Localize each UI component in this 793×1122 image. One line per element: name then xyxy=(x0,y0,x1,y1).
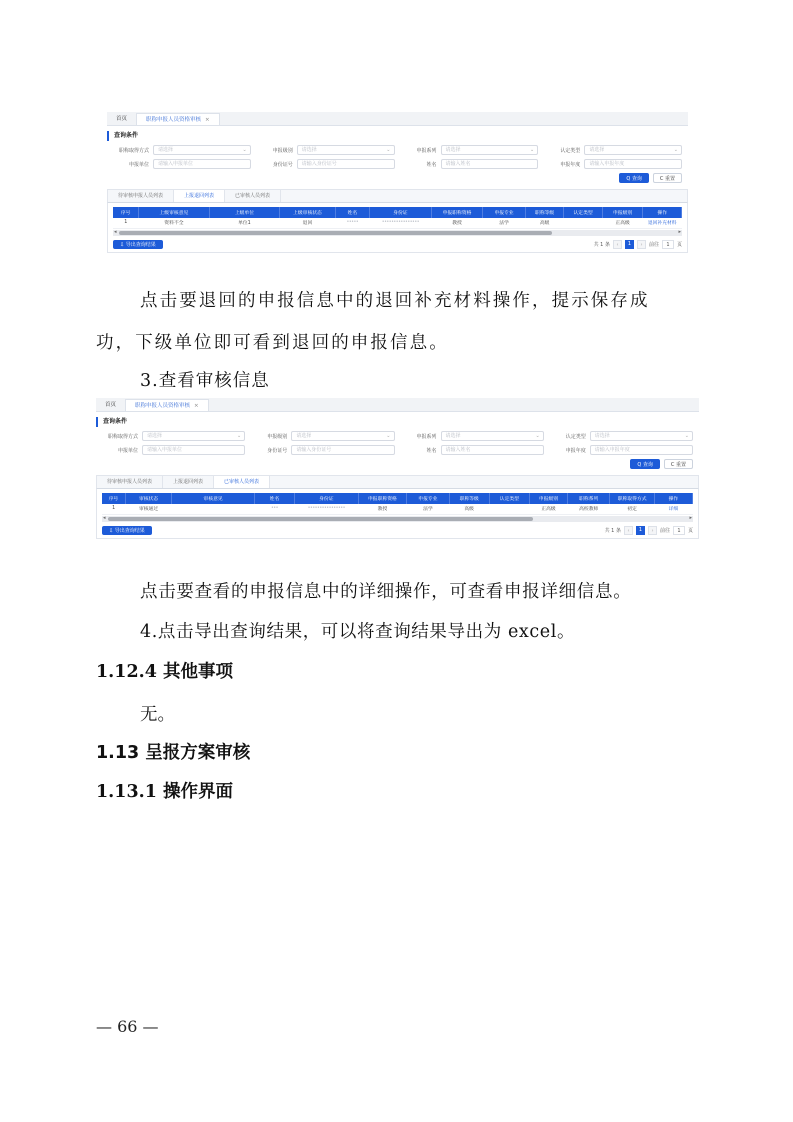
filter-field xyxy=(538,145,682,155)
row-action-link[interactable]: 详细 xyxy=(654,504,692,514)
page-unit: 页 xyxy=(676,241,682,248)
column-header: 序号 xyxy=(102,493,125,504)
filter-label: 申报系列 xyxy=(416,147,437,154)
screenshot-audited-list xyxy=(96,398,699,564)
list-tab[interactable]: 待审核申报人员列表 xyxy=(97,476,163,488)
table-cell: 法学 xyxy=(483,218,526,228)
filter-field xyxy=(107,145,251,155)
placeholder-text: 请选择 xyxy=(296,433,312,439)
column-header: 审核状态 xyxy=(125,493,172,504)
chevron-down-icon[interactable]: ⌄ xyxy=(386,433,391,439)
query-form xyxy=(107,145,688,169)
filter-input[interactable] xyxy=(584,159,682,169)
table-cell: •••••••••••••••• xyxy=(369,218,431,228)
table-cell xyxy=(172,504,255,514)
filter-select[interactable] xyxy=(441,145,539,155)
filter-field xyxy=(245,445,394,455)
filter-label: 申报单位 xyxy=(117,447,138,454)
filter-label: 申报级别 xyxy=(267,433,288,440)
filter-field xyxy=(245,431,394,441)
placeholder-text: 请选择 xyxy=(301,147,317,153)
filter-field xyxy=(395,145,539,155)
scroll-left-icon[interactable]: ◂ xyxy=(114,228,117,235)
filter-label: 职称取得方式 xyxy=(118,147,149,154)
filter-field xyxy=(96,431,245,441)
filter-label: 申报年度 xyxy=(565,447,586,454)
placeholder-text: 请输入申报年度 xyxy=(594,447,630,453)
prev-page-icon[interactable]: ‹ xyxy=(624,526,633,535)
column-header: 身份证 xyxy=(295,493,358,504)
chevron-down-icon[interactable]: ⌄ xyxy=(242,147,247,153)
filter-label: 申报系列 xyxy=(416,433,437,440)
column-header: 上级单位 xyxy=(209,207,280,218)
table-header-row xyxy=(102,493,693,504)
filter-label: 申报单位 xyxy=(128,161,149,168)
column-header: 姓名 xyxy=(335,207,369,218)
export-button[interactable]: ⇩ 导出查询结果 xyxy=(102,526,152,535)
placeholder-text: 请输入姓名 xyxy=(445,161,471,167)
column-header: 姓名 xyxy=(254,493,294,504)
filter-input[interactable] xyxy=(291,445,394,455)
filter-label: 申报年度 xyxy=(560,161,581,168)
filter-field xyxy=(251,145,395,155)
placeholder-text: 请选择 xyxy=(147,433,163,439)
filter-select[interactable] xyxy=(142,431,245,441)
list-tab[interactable]: 上报退回列表 xyxy=(174,190,225,202)
horizontal-scrollbar[interactable] xyxy=(102,516,693,522)
filter-label: 认定类型 xyxy=(560,147,581,154)
filter-label: 身份证号 xyxy=(267,447,288,454)
filter-select[interactable] xyxy=(153,145,251,155)
placeholder-text: 请选择 xyxy=(589,147,605,153)
prev-page-icon[interactable]: ‹ xyxy=(613,240,622,249)
column-header: 认定类型 xyxy=(489,493,529,504)
placeholder-text: 请输入身份证号 xyxy=(296,447,332,453)
filter-field xyxy=(395,445,544,455)
query-button[interactable]: Q 查询 xyxy=(619,173,649,183)
column-header: 申报级别 xyxy=(602,207,643,218)
query-actions xyxy=(96,459,699,469)
filter-label: 职称取得方式 xyxy=(107,433,138,440)
table-cell: 资料不全 xyxy=(139,218,210,228)
filter-field xyxy=(395,159,539,169)
close-icon[interactable]: × xyxy=(194,403,199,409)
heading-other-matters: 1.12.4 其他事项 xyxy=(96,662,233,682)
goto-label: 前往 xyxy=(648,241,659,248)
filter-field xyxy=(544,431,693,441)
page-unit: 页 xyxy=(687,527,693,534)
filter-select[interactable] xyxy=(584,145,682,155)
filter-select[interactable] xyxy=(291,431,394,441)
table-cell: 1 xyxy=(102,504,125,514)
table-cell: 正高级 xyxy=(602,218,643,228)
list-tabs xyxy=(107,189,688,203)
filter-input[interactable] xyxy=(153,159,251,169)
paragraph-return-step-cont: 功，下级单位即可看到退回的申报信息。 xyxy=(96,333,449,353)
chevron-down-icon[interactable]: ⌄ xyxy=(684,433,689,439)
goto-page-input[interactable]: 1 xyxy=(662,240,674,249)
filter-input[interactable] xyxy=(297,159,395,169)
pagination xyxy=(605,526,693,535)
placeholder-text: 请选择 xyxy=(445,147,461,153)
query-form xyxy=(96,431,699,455)
export-button-label: 导出查询结果 xyxy=(125,241,156,248)
placeholder-text: 请输入姓名 xyxy=(445,447,471,453)
reset-button[interactable]: C 重置 xyxy=(664,459,693,469)
column-header: 职称等级 xyxy=(449,493,489,504)
query-actions xyxy=(107,173,688,183)
close-icon[interactable]: × xyxy=(205,117,210,123)
scroll-left-icon[interactable]: ◂ xyxy=(103,514,106,521)
tab-home[interactable]: 首页 xyxy=(105,402,117,408)
filter-input[interactable] xyxy=(441,445,544,455)
placeholder-text: 请选择 xyxy=(594,433,610,439)
column-header: 申报专业 xyxy=(483,207,526,218)
table-row xyxy=(102,504,693,514)
column-header: 身份证 xyxy=(369,207,431,218)
column-header: 上级审核意见 xyxy=(139,207,210,218)
placeholder-text: 请输入身份证号 xyxy=(301,161,337,167)
table-cell: 高级 xyxy=(449,504,489,514)
filter-field xyxy=(96,445,245,455)
chevron-down-icon[interactable]: ⌄ xyxy=(530,147,535,153)
list-tab[interactable]: 待审核申报人员列表 xyxy=(108,190,174,202)
table-cell: 1 xyxy=(113,218,139,228)
column-header: 职称取得方式 xyxy=(610,493,654,504)
filter-field xyxy=(251,159,395,169)
tab-current[interactable] xyxy=(136,113,220,125)
placeholder-text: 请输入申报年度 xyxy=(589,161,625,167)
table-footer xyxy=(113,240,682,249)
filter-label: 姓名 xyxy=(426,447,437,454)
column-header: 申报专业 xyxy=(407,493,449,504)
result-table xyxy=(113,207,682,229)
result-table-area xyxy=(107,203,688,253)
section-title: 查询条件 xyxy=(107,131,688,141)
export-button[interactable]: ⇩ 导出查询结果 xyxy=(113,240,163,249)
column-header: 操作 xyxy=(643,207,682,218)
list-tab[interactable]: 上报退回列表 xyxy=(163,476,214,488)
table-cell: 法学 xyxy=(407,504,449,514)
scroll-thumb[interactable] xyxy=(119,231,552,235)
table-cell: 初定 xyxy=(610,504,654,514)
table-cell: 单位1 xyxy=(209,218,280,228)
screenshot-returned-list xyxy=(107,112,688,274)
export-button-label: 导出查询结果 xyxy=(114,527,145,534)
table-cell: 审核通过 xyxy=(125,504,172,514)
placeholder-text: 请输入申报单位 xyxy=(158,161,194,167)
filter-input[interactable] xyxy=(441,159,539,169)
result-table xyxy=(102,493,693,515)
column-header: 上级审核状态 xyxy=(280,207,336,218)
chevron-down-icon[interactable]: ⌄ xyxy=(535,433,540,439)
table-cell: 高校教师 xyxy=(568,504,610,514)
goto-page-input[interactable]: 1 xyxy=(673,526,685,535)
chevron-down-icon[interactable]: ⌄ xyxy=(386,147,391,153)
filter-field xyxy=(395,431,544,441)
tab-bar xyxy=(96,398,699,412)
column-header: 认定类型 xyxy=(564,207,602,218)
tab-current-label: 职称申报人员资格审核 xyxy=(146,117,202,123)
next-page-icon[interactable]: › xyxy=(637,240,646,249)
table-cell: 退回 xyxy=(280,218,336,228)
goto-label: 前往 xyxy=(659,527,670,534)
table-cell: 正高级 xyxy=(529,504,567,514)
chevron-down-icon[interactable]: ⌄ xyxy=(673,147,678,153)
result-table-area xyxy=(96,489,699,539)
list-tab[interactable]: 已审核人员列表 xyxy=(214,476,270,488)
filter-select[interactable] xyxy=(441,431,544,441)
page-number[interactable]: 1 xyxy=(625,240,634,249)
filter-label: 姓名 xyxy=(426,161,437,168)
filter-field xyxy=(538,159,682,169)
horizontal-scrollbar[interactable] xyxy=(113,230,682,236)
scroll-right-icon[interactable]: ▸ xyxy=(689,514,692,521)
table-cell: 高级 xyxy=(525,218,563,228)
paragraph-export-step: 4.点击导出查询结果，可以将查询结果导出为 excel。 xyxy=(140,622,576,642)
filter-field xyxy=(544,445,693,455)
placeholder-text: 请选择 xyxy=(445,433,461,439)
column-header: 操作 xyxy=(654,493,692,504)
list-tab[interactable]: 已审核人员列表 xyxy=(225,190,281,202)
table-header-row xyxy=(113,207,682,218)
column-header: 申报职称资格 xyxy=(431,207,482,218)
table-cell: ••••• xyxy=(335,218,369,228)
filter-input[interactable] xyxy=(142,445,245,455)
tab-current[interactable] xyxy=(125,399,209,411)
section-title: 查询条件 xyxy=(96,417,699,427)
filter-select[interactable] xyxy=(590,431,693,441)
filter-label: 身份证号 xyxy=(272,161,293,168)
table-cell: 教授 xyxy=(358,504,407,514)
placeholder-text: 请选择 xyxy=(158,147,174,153)
paragraph-view-step: 点击要查看的申报信息中的详细操作，可查看申报详细信息。 xyxy=(140,582,632,602)
column-header: 职称系列 xyxy=(568,493,610,504)
filter-label: 申报级别 xyxy=(272,147,293,154)
filter-field xyxy=(107,159,251,169)
table-footer xyxy=(102,526,693,535)
column-header: 申报级别 xyxy=(529,493,567,504)
total-count: 共 1 条 xyxy=(593,241,610,248)
chevron-down-icon[interactable]: ⌄ xyxy=(237,433,242,439)
filter-label: 认定类型 xyxy=(565,433,586,440)
tab-home[interactable]: 首页 xyxy=(116,116,128,122)
column-header: 审核意见 xyxy=(172,493,255,504)
scroll-thumb[interactable] xyxy=(108,517,533,521)
table-cell xyxy=(489,504,529,514)
column-header: 序号 xyxy=(113,207,139,218)
scroll-right-icon[interactable]: ▸ xyxy=(678,228,681,235)
query-button[interactable]: Q 查询 xyxy=(630,459,660,469)
next-page-icon[interactable]: › xyxy=(648,526,657,535)
table-cell: ••• xyxy=(254,504,294,514)
filter-input[interactable] xyxy=(590,445,693,455)
pagination xyxy=(594,240,682,249)
table-cell: •••••••••••••••• xyxy=(295,504,358,514)
table-cell xyxy=(564,218,602,228)
page-number[interactable]: 1 xyxy=(636,526,645,535)
heading-plan-review: 1.13 呈报方案审核 xyxy=(96,743,251,763)
placeholder-text: 请输入申报单位 xyxy=(147,447,183,453)
filter-select[interactable] xyxy=(297,145,395,155)
heading-operation-ui: 1.13.1 操作界面 xyxy=(96,782,233,802)
column-header: 申报职称资格 xyxy=(358,493,407,504)
column-header: 职称等级 xyxy=(525,207,563,218)
tab-bar xyxy=(107,112,688,126)
total-count: 共 1 条 xyxy=(604,527,621,534)
page-number-footer: — 66 — xyxy=(96,1017,159,1036)
paragraph-none: 无。 xyxy=(140,705,175,725)
reset-button[interactable]: C 重置 xyxy=(653,173,682,183)
table-cell: 教授 xyxy=(431,218,482,228)
row-action-link[interactable]: 退回补充材料 xyxy=(643,218,682,228)
step-heading-view: 3.查看审核信息 xyxy=(140,371,270,391)
table-row xyxy=(113,218,682,228)
tab-current-label: 职称申报人员资格审核 xyxy=(135,403,191,409)
list-tabs xyxy=(96,475,699,489)
paragraph-return-step: 点击要退回的申报信息中的退回补充材料操作，提示保存成 xyxy=(140,291,650,311)
